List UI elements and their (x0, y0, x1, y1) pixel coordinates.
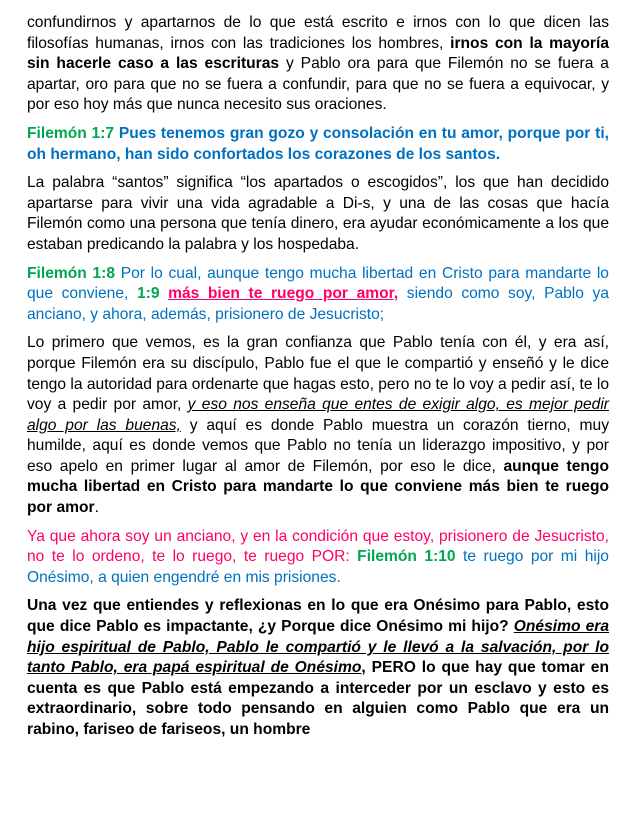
verse-quote-1-10: te ruego por mi hijo Onésimo, a quien engendré en mis prisiones. (27, 548, 609, 586)
p5-text-1: Lo primero que vemos, es la gran confianza que Pablo tenía con él, y era así, porque Filemón era su discípulo, Pablo fue el que le compartió y enseñó y le dice tengo la autoridad para ordenarte que hagas esto, pero no te lo voy a pedir así, te lo voy a pedir por amor, (27, 334, 609, 414)
p5-text-2: y aquí es donde Pablo muestra un corazón tierno, muy humilde, aquí es donde vemos que Pablo no tenía un liderazgo impositivo, y por eso apelo en primer lugar al amor de Filemón, por eso le dice, (27, 416, 609, 475)
p5-bold-text: aunque tengo mucha libertad en Cristo para mandarte lo que conviene más bien te ruego por amor (27, 457, 609, 517)
p6-text-1: Ya que ahora soy un anciano, y en la condición que estoy, prisionero de Jesucristo, no te lo ordeno, te lo ruego, te ruego POR: (27, 527, 609, 566)
verse-reference-1-9: 1:9 (136, 285, 160, 303)
verse-quote-1-7: Pues tenemos gran gozo y consolación en tu amor, porque por ti, oh hermano, han sido confortados los corazones de los santos. (27, 124, 610, 163)
paragraph-2-verse (27, 124, 609, 165)
p7-italic-underlined: Onésimo era hijo espiritual de Pablo, Pablo le compartió y le llevó a la salvación, por lo tanto Pablo, era papá espiritual de Onésimo (27, 618, 610, 677)
paragraph-3 (27, 173, 609, 255)
verse-quote-1-9: siendo como soy, Pablo ya anciano, y ahora, además, prisionero de Jesucristo; (27, 285, 610, 323)
p7-text-2: , PERO lo que hay que tomar en cuenta es que Pablo está empezando a interceder por un esclavo y esto es extraordinario, sobre todo pensando en alguien como Pablo que era un rabino, fariseo de fariseos, un hombre (27, 659, 609, 738)
paragraph-5 (27, 333, 609, 518)
paragraph-7 (27, 596, 609, 740)
verse-quote-1-8: Por lo cual, aunque tengo mucha libertad en Cristo para mandarte lo que conviene, (27, 264, 609, 303)
p7-text-1: Una vez que entiendes y reflexionas en lo que era Onésimo para Pablo, esto que dice Pablo es impactante, ¿y Porque dice Onésimo mi hijo? (27, 597, 609, 636)
verse-reference-1-7: Filemón 1:7 (27, 124, 115, 142)
p1-text-2: y Pablo ora para que Filemón no se fuera a apartar, oro para que no se fuera a confundir, para que no se fuera a equivocar, y por eso hoy más que nunca necesito sus oraciones. (27, 55, 609, 114)
verse-reference-1-8: Filemón 1:8 (27, 264, 116, 282)
paragraph-4-verse (27, 264, 609, 326)
p1-text-1: confundirnos y apartarnos de lo que está escrito e irnos con lo que dicen las filosofías humanas, irnos con las tradiciones los hombres, (27, 14, 609, 52)
paragraph-6 (27, 527, 609, 589)
highlighted-phrase: más bien te ruego por amor, (168, 285, 399, 303)
p3-text: La palabra “santos” significa “los apartados o escogidos”, los que han decidido apartarse para vivir una vida agradable a Di-s, y una de las cosas que hacía Filemón como una persona que tenía dinero, era ayudar económicamente a los que estaban predicando la palabra y los hospedaba. (27, 174, 609, 253)
p5-text-3: . (94, 499, 99, 517)
p1-bold-text: irnos con la mayoría sin hacerle caso a las escrituras (27, 34, 609, 73)
verse-reference-1-10: Filemón 1:10 (357, 548, 456, 566)
p5-italic-underlined: y eso nos enseña que entes de exigir algo, es mejor pedir algo por las buenas, (27, 396, 609, 434)
paragraph-1 (27, 13, 609, 116)
